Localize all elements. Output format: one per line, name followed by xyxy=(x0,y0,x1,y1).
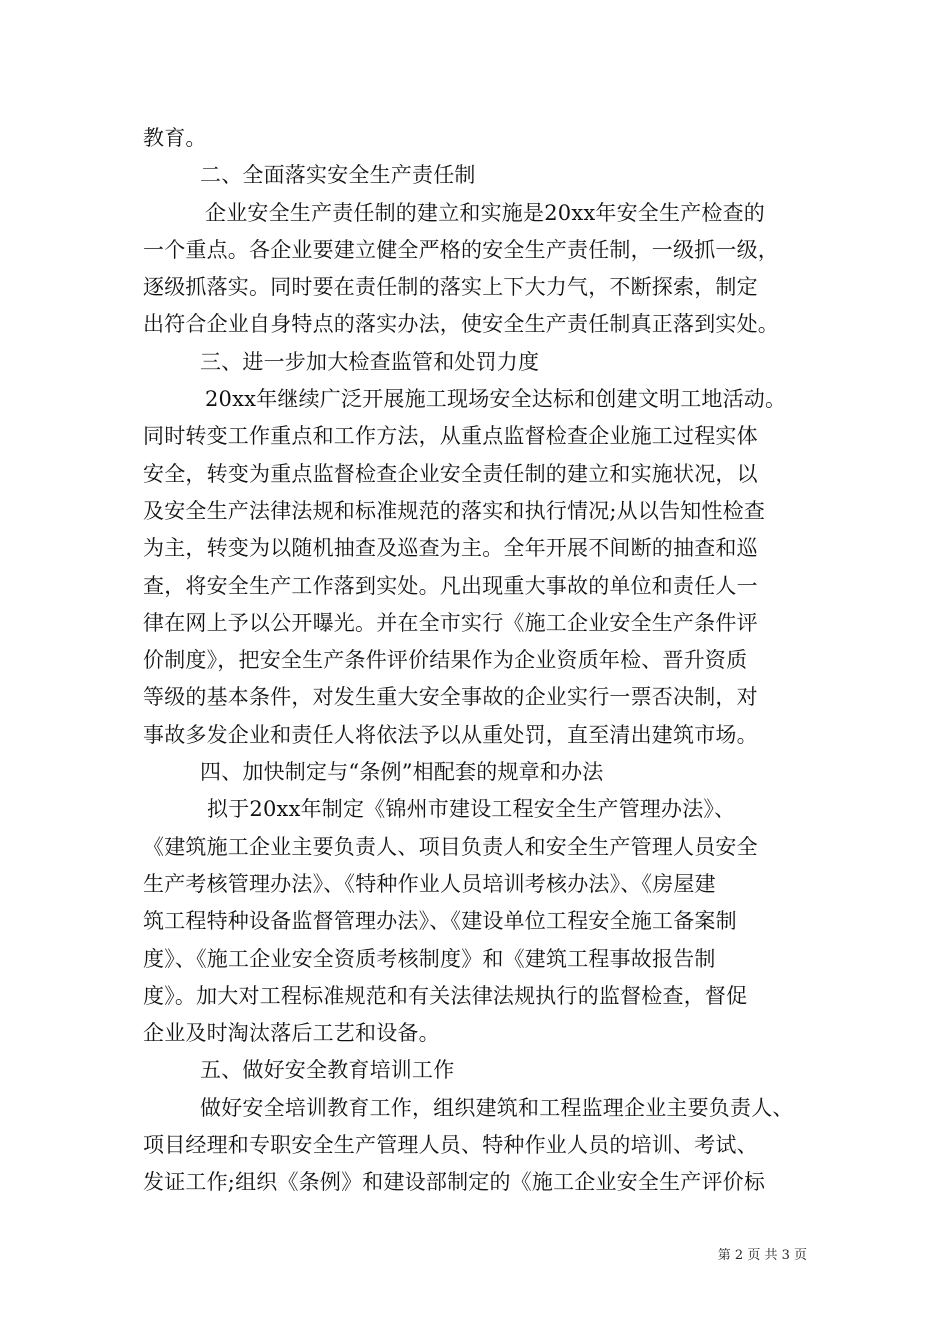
paragraph-line: 做好安全培训教育工作，组织建筑和工程监理企业主要负责人、 xyxy=(200,1095,794,1120)
paragraph-line: 度》、《施工企业安全资质考核制度》和《建筑工程事故报告制 xyxy=(143,946,716,971)
page-number: 第 2 页 共 3 页 xyxy=(717,1248,807,1263)
paragraph-line: 安全，转变为重点监督检查企业安全责任制的建立和实施状况，以 xyxy=(143,461,758,486)
paragraph-line: 律在网上予以公开曝光。并在全市实行《施工企业安全生产条件评 xyxy=(143,610,758,635)
paragraph-line: 价制度》，把安全生产条件评价结果作为企业资质年检、晋升资质 xyxy=(143,648,748,673)
section-heading-2: 二、全面落实安全生产责任制 xyxy=(200,163,476,188)
paragraph-line: 教育。 xyxy=(143,126,207,150)
paragraph-line: 度》。加大对工程标准规范和有关法律法规执行的监督检查，督促 xyxy=(143,983,748,1008)
paragraph-line: 筑工程特种设备监督管理办法》、《建设单位工程安全施工备案制 xyxy=(143,909,737,934)
paragraph-line: 企业安全生产责任制的建立和实施是20xx年安全生产检查的 xyxy=(205,200,766,225)
paragraph-line: 为主，转变为以随机抽查及巡查为主。全年开展不间断的抽查和巡 xyxy=(143,536,758,561)
body-text xyxy=(143,120,823,1202)
paragraph-line: 拟于20xx年制定《锦州市建设工程安全生产管理办法》、 xyxy=(207,797,736,822)
paragraph-line: 20xx年继续广泛开展施工现场安全达标和创建文明工地活动。 xyxy=(205,387,787,412)
paragraph-line: 项目经理和专职安全生产管理人员、特种作业人员的培训、考试、 xyxy=(143,1133,758,1158)
section-heading-3: 三、进一步加大检查监管和处罚力度 xyxy=(200,349,540,374)
paragraph-line: 同时转变工作重点和工作方法，从重点监督检查企业施工过程实体 xyxy=(143,424,758,449)
paragraph-line: 出符合企业自身特点的落实办法，使安全生产责任制真正落到实处。 xyxy=(143,312,779,337)
paragraph-line: 《建筑施工企业主要负责人、项目负责人和安全生产管理人员安全 xyxy=(143,834,758,859)
paragraph-line: 查，将安全生产工作落到实处。凡出现重大事故的单位和责任人一 xyxy=(143,573,758,598)
paragraph-line: 逐级抓落实。同时要在责任制的落实上下大力气，不断探索，制定 xyxy=(143,275,758,300)
paragraph-line: 一个重点。各企业要建立健全严格的安全生产责任制，一级抓一级， xyxy=(143,237,779,262)
paragraph-line: 发证工作;组织《条例》和建设部制定的《施工企业安全生产评价标 xyxy=(143,1170,766,1195)
paragraph-line: 及安全生产法律法规和标准规范的落实和执行情况;从以告知性检查 xyxy=(143,498,766,523)
paragraph-line: 企业及时淘汰落后工艺和设备。 xyxy=(143,1021,440,1046)
paragraph-line: 生产考核管理办法》、《特种作业人员培训考核办法》、《房屋建 xyxy=(143,871,716,896)
section-heading-4: 四、加快制定与“条例”相配套的规章和办法 xyxy=(200,760,604,785)
section-heading-5: 五、做好安全教育培训工作 xyxy=(200,1058,455,1083)
paragraph-line: 等级的基本条件，对发生重大安全事故的企业实行一票否决制，对 xyxy=(143,685,758,710)
paragraph-line: 事故多发企业和责任人将依法予以从重处罚，直至清出建筑市场。 xyxy=(143,722,758,747)
